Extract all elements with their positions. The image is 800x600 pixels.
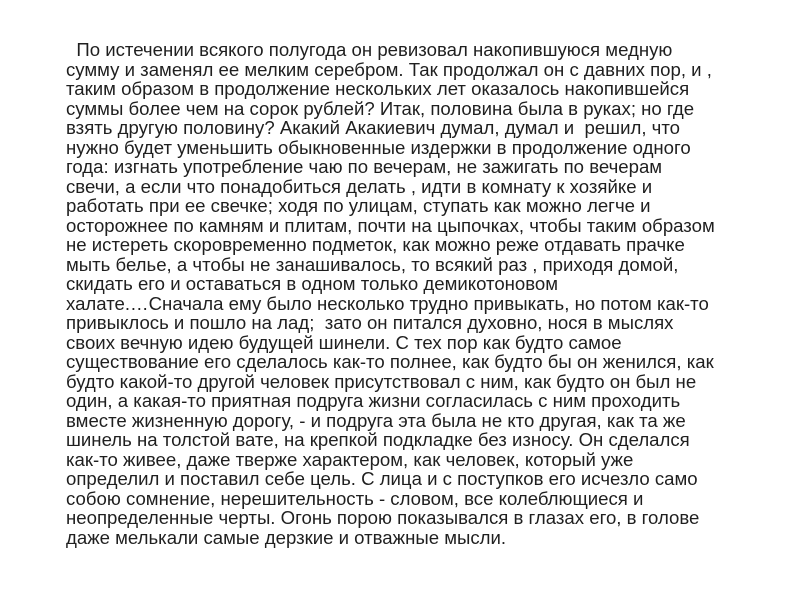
text-line: мыть белье, а чтобы не занашивалось, то всякий раз , приходя домой, — [66, 253, 679, 275]
text-line: нужно будет уменьшить обыкновенные издержки в продолжение одного — [66, 136, 691, 158]
text-line: как-то живее, даже тверже характером, как человек, который уже — [66, 448, 634, 470]
text-line: существование его сделалось как-то полнее, как будто бы он женился, как — [66, 351, 714, 372]
text-line: По истечении всякого полугода он ревизовал накопившуюся медную — [66, 39, 673, 60]
text-line: даже мелькали самые дерзкие и отважные мысли. — [66, 526, 507, 548]
text-line: определил и поставил себе цель. С лица и с поступков его исчезло само — [66, 468, 698, 489]
text-line: халате.…Сначала ему было несколько трудно привыкать, но потом как-то — [66, 292, 709, 314]
text-line: один, а какая-то приятная подруга жизни согласилась с ним проходить — [66, 390, 681, 411]
text-line: привыклось и пошло на лад; зато он питался духовно, нося в мыслях — [66, 312, 674, 333]
text-body — [66, 40, 776, 547]
text-line: собою сомнение, нерешительность - словом, все колеблющиеся и — [66, 487, 644, 509]
text-line: таким образом в продолжение нескольких лет оказалось накопившейся — [66, 78, 690, 99]
text-line: скидать его и оставаться в одном только демикотоновом — [66, 273, 559, 294]
text-line: шинель на толстой вате, на крепкой подкладке без износу. Он сделался — [66, 429, 690, 450]
text-line: свечи, а если что понадобиться делать , идти в комнату к хозяйке и — [66, 175, 653, 197]
text-line: своих вечную идею будущей шинели. С тех пор как будто самое — [66, 331, 622, 353]
text-line: не истереть скоровременно подметок, как можно реже отдавать прачке — [66, 234, 685, 255]
text-line: работать при ее свечке; ходя по улицам, ступать как можно легче и — [66, 195, 651, 216]
text-line: будто какой-то другой человек присутствовал с ним, как будто он был не — [66, 370, 697, 392]
text-line: суммы более чем на сорок рублей? Итак, половина была в руках; но где — [66, 97, 695, 119]
text-line: осторожнее по камням и плитам, почти на цыпочках, чтобы таким образом — [66, 214, 715, 236]
text-line: взять другую половину? Акакий Акакиевич думал, думал и решил, что — [66, 117, 681, 138]
text-line: неопределенные черты. Огонь порою показывался в глазах его, в голове — [66, 507, 700, 528]
text-line: года: изгнать употребление чаю по вечерам, не зажигать по вечерам — [66, 156, 663, 177]
text-line: вместе жизненную дорогу, - и подруга эта была не кто другая, как та же — [66, 409, 686, 431]
text-line: сумму и заменял ее мелким серебром. Так продолжал он с давних пор, и , — [66, 58, 712, 80]
